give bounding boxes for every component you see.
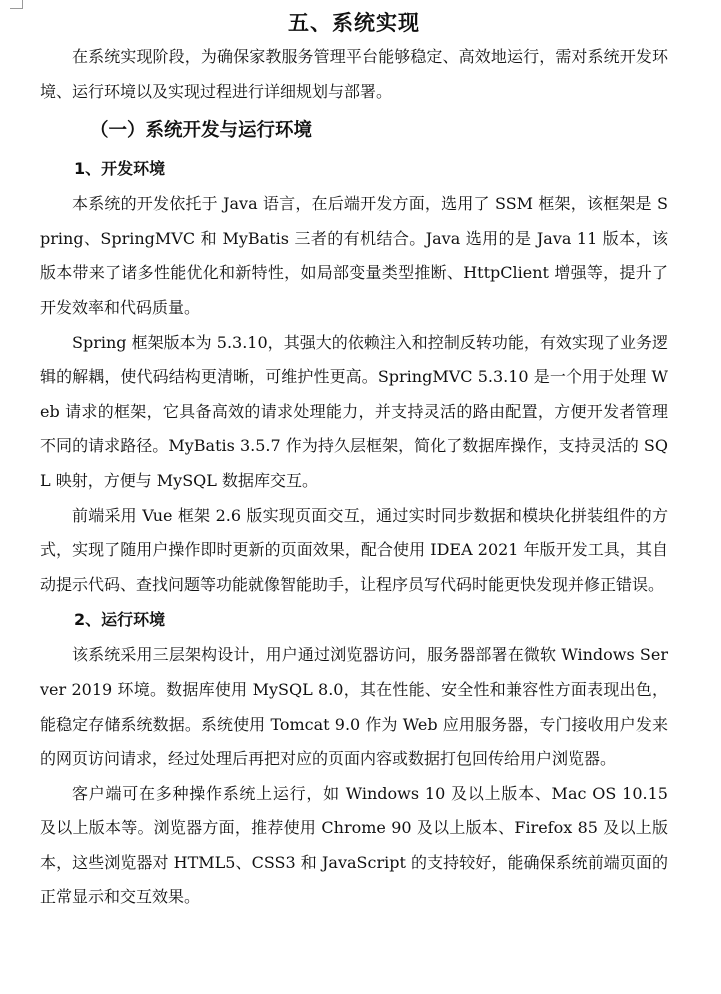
subsection-heading-run: 2、运行环境 [74, 610, 166, 630]
dev-paragraph-1: 本系统的开发依托于 Java 语言，在后端开发方面，选用了 SSM 框架，该框架是 Spring、SpringMVC 和 MyBatis 三者的有机结合。Java 选用的是 Java 11 版本，该版本带来了诸多性能优化和新特性，如局部变量类型推断、HttpClient 增强等，提升了开发效率和代码质量。 [40, 194, 668, 317]
document-page [40, 6, 668, 915]
subsection-heading-dev: 1、开发环境 [74, 159, 166, 179]
dev-paragraph-3: 前端采用 Vue 框架 2.6 版实现页面交互，通过实时同步数据和模块化拼装组件的方式，实现了随用户操作即时更新的页面效果，配合使用 IDEA 2021 年版开发工具，其自动提示代码、查找问题等功能就像智能助手，让程序员写代码时能更快发现并修正错误。 [40, 505, 668, 594]
run-paragraph-2: 客户端可在多种操作系统上运行，如 Windows 10 及以上版本、Mac OS 10.15 及以上版本等。浏览器方面，推荐使用 Chrome 90 及以上版本、Firefox 85 及以上版本，这些浏览器对 HTML5、CSS3 和 JavaScript 的支持较好，能确保系统前端页面的正常显示和交互效果。 [40, 783, 668, 907]
run-paragraph-1: 该系统采用三层架构设计，用户通过浏览器访问，服务器部署在微软 Windows Server 2019 环境。数据库使用 MySQL 8.0，其在性能、安全性和兼容性方面表现出色，能稳定存储系统数据。系统使用 Tomcat 9.0 作为 Web 应用服务器，专门接收用户发来的网页访问请求，经过处理后再把对应的页面内容或数据打包回传给用户浏览器。 [40, 645, 668, 769]
chapter-title: 五、系统实现 [288, 11, 420, 35]
section-heading: （一）系统开发与运行环境 [90, 120, 313, 142]
dev-paragraph-2: Spring 框架版本为 5.3.10，其强大的依赖注入和控制反转功能，有效实现了业务逻辑的解耦，使代码结构更清晰，可维护性更高。SpringMVC 5.3.10 是一个用于处理 Web 请求的框架，它具备高效的请求处理能力，并支持灵活的路由配置，方便开发者管理不同的请求路径。MyBatis 3.5.7 作为持久层框架，简化了数据库操作，支持灵活的 SQL 映射，方便与 MySQL 数据库交互。 [40, 332, 668, 490]
intro-paragraph: 在系统实现阶段，为确保家教服务管理平台能够稳定、高效地运行，需对系统开发环境、运行环境以及实现过程进行详细规划与部署。 [40, 47, 668, 101]
page-corner-mark [10, 0, 23, 9]
